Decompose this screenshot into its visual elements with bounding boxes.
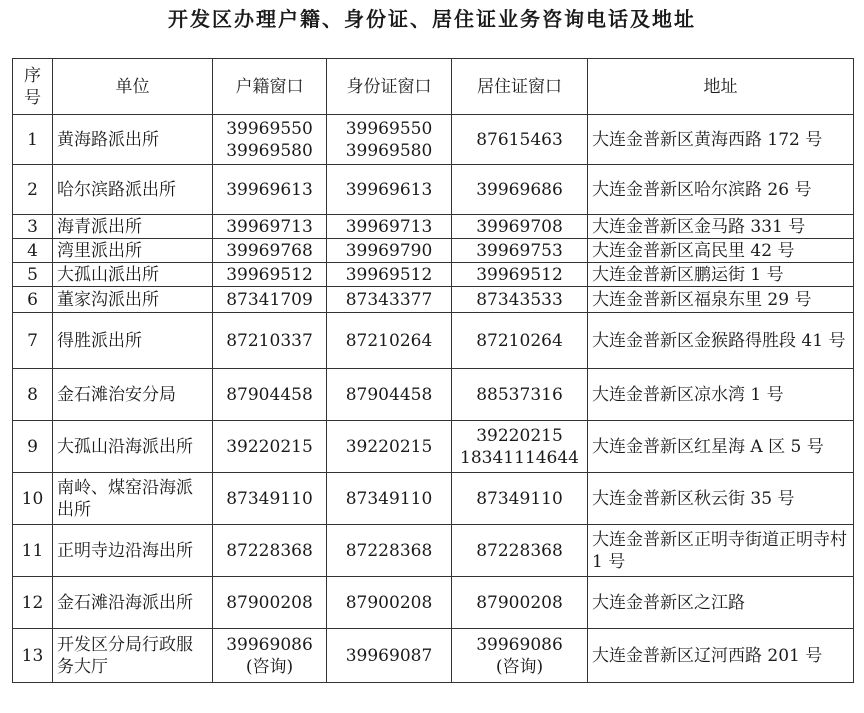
idcard-cell (327, 215, 452, 239)
seq-cell: 3 (13, 215, 53, 239)
table-row (13, 263, 854, 287)
hukou-cell-line: 39969512 (226, 264, 313, 285)
idcard-cell-line: 87349110 (345, 488, 433, 509)
hukou-cell-line: 87228368 (226, 540, 313, 561)
table-row (13, 525, 854, 577)
address-cell: 大连金普新区高民里 42 号 (588, 239, 854, 263)
seq-cell: 8 (13, 369, 53, 421)
residence-cell-line: 87349110 (476, 488, 563, 509)
hukou-cell-line: 39969713 (226, 216, 313, 237)
seq-cell: 9 (13, 421, 53, 473)
idcard-cell-line: 87904458 (345, 384, 433, 405)
table-row (13, 629, 854, 683)
idcard-cell-line: 39969512 (345, 264, 433, 285)
idcard-cell (327, 287, 452, 313)
unit-cell: 正明寺边沿海出所 (53, 525, 213, 577)
hukou-cell-line: (咨询) (245, 656, 294, 677)
hukou-cell-line: 39969580 (226, 140, 313, 161)
hukou-cell-line: 39969550 (226, 118, 313, 139)
hukou-cell (213, 369, 327, 421)
idcard-cell (327, 263, 452, 287)
hukou-cell (213, 287, 327, 313)
unit-cell: 大孤山沿海派出所 (53, 421, 213, 473)
seq-cell: 6 (13, 287, 53, 313)
page-title: 开发区办理户籍、身份证、居住证业务咨询电话及地址 (168, 7, 696, 31)
hukou-cell (213, 629, 327, 683)
hukou-cell-line: 39969086 (226, 634, 313, 655)
residence-cell (452, 473, 588, 525)
residence-cell-line: 87615463 (476, 129, 563, 150)
table-row (13, 577, 854, 629)
idcard-cell-line: 39969550 (345, 118, 433, 139)
address-cell: 大连金普新区红星海 A 区 5 号 (588, 421, 854, 473)
table-row (13, 115, 854, 165)
table-row (13, 165, 854, 215)
residence-cell (452, 287, 588, 313)
seq-cell: 7 (13, 313, 53, 369)
hukou-cell (213, 215, 327, 239)
address-cell: 大连金普新区金马路 331 号 (588, 215, 854, 239)
idcard-cell (327, 473, 452, 525)
address-cell: 大连金普新区金猴路得胜段 41 号 (588, 313, 854, 369)
hukou-cell (213, 239, 327, 263)
unit-cell: 海青派出所 (53, 215, 213, 239)
hukou-cell (213, 421, 327, 473)
residence-cell-line: 39969708 (476, 216, 563, 237)
table-row (13, 473, 854, 525)
residence-cell (452, 165, 588, 215)
unit-cell: 湾里派出所 (53, 239, 213, 263)
residence-cell (452, 239, 588, 263)
table-row (13, 239, 854, 263)
hukou-cell (213, 263, 327, 287)
residence-cell (452, 115, 588, 165)
residence-cell-line: 87210264 (476, 330, 563, 351)
unit-cell: 董家沟派出所 (53, 287, 213, 313)
residence-cell-line: 88537316 (476, 384, 563, 405)
table-row (13, 287, 854, 313)
header-residence: 居住证窗口 (452, 59, 588, 115)
address-cell: 大连金普新区秋云街 35 号 (588, 473, 854, 525)
hukou-cell (213, 115, 327, 165)
idcard-cell-line: 87343377 (345, 289, 433, 310)
hukou-cell (213, 525, 327, 577)
residence-cell-line: 39220215 (476, 425, 563, 446)
unit-cell: 得胜派出所 (53, 313, 213, 369)
seq-cell: 1 (13, 115, 53, 165)
residence-cell (452, 215, 588, 239)
residence-cell-line: 39969686 (476, 179, 563, 200)
header-unit: 单位 (53, 59, 213, 115)
address-cell: 大连金普新区鹏运街 1 号 (588, 263, 854, 287)
address-cell: 大连金普新区哈尔滨路 26 号 (588, 165, 854, 215)
header-row (13, 59, 854, 115)
hukou-cell-line: 39220215 (226, 436, 313, 457)
unit-cell: 南岭、煤窑沿海派出所 (53, 473, 213, 525)
header-hukou: 户籍窗口 (213, 59, 327, 115)
residence-cell-line: 39969753 (476, 240, 563, 261)
residence-cell (452, 421, 588, 473)
hukou-cell-line: 87900208 (226, 592, 313, 613)
idcard-cell-line: 87900208 (345, 592, 433, 613)
residence-cell-line: 39969512 (476, 264, 563, 285)
hukou-cell (213, 577, 327, 629)
residence-cell-line: 18341114644 (460, 447, 579, 468)
residence-cell (452, 629, 588, 683)
idcard-cell (327, 421, 452, 473)
idcard-cell-line: 87210264 (345, 330, 433, 351)
idcard-cell (327, 313, 452, 369)
residence-cell-line: 87228368 (476, 540, 563, 561)
unit-cell: 开发区分局行政服务大厅 (53, 629, 213, 683)
hukou-cell-line: 87349110 (226, 488, 313, 509)
idcard-cell-line: 39220215 (345, 436, 433, 457)
seq-cell: 12 (13, 577, 53, 629)
hukou-cell (213, 473, 327, 525)
seq-cell: 4 (13, 239, 53, 263)
seq-cell: 10 (13, 473, 53, 525)
address-cell: 大连金普新区之江路 (588, 577, 854, 629)
idcard-cell-line: 39969790 (345, 240, 433, 261)
idcard-cell (327, 577, 452, 629)
unit-cell: 哈尔滨路派出所 (53, 165, 213, 215)
residence-cell-line: 87343533 (476, 289, 563, 310)
idcard-cell (327, 369, 452, 421)
hukou-cell-line: 87341709 (226, 289, 313, 310)
residence-cell (452, 313, 588, 369)
seq-cell: 11 (13, 525, 53, 577)
idcard-cell (327, 239, 452, 263)
idcard-cell (327, 629, 452, 683)
table-row (13, 215, 854, 239)
idcard-cell-line: 39969580 (345, 140, 433, 161)
hukou-cell (213, 165, 327, 215)
hukou-cell-line: 39969613 (226, 179, 313, 200)
residence-cell (452, 577, 588, 629)
address-cell: 大连金普新区辽河西路 201 号 (588, 629, 854, 683)
header-seq-line1: 序 (24, 65, 41, 86)
seq-cell: 5 (13, 263, 53, 287)
idcard-cell-line: 87228368 (345, 540, 433, 561)
header-address: 地址 (588, 59, 854, 115)
seq-cell: 2 (13, 165, 53, 215)
unit-cell: 金石滩沿海派出所 (53, 577, 213, 629)
table-row (13, 313, 854, 369)
idcard-cell (327, 165, 452, 215)
hukou-cell-line: 87210337 (226, 330, 313, 351)
residence-cell (452, 263, 588, 287)
address-cell: 大连金普新区福泉东里 29 号 (588, 287, 854, 313)
address-cell: 大连金普新区正明寺街道正明寺村 1 号 (588, 525, 854, 577)
header-seq-line2: 号 (24, 87, 41, 108)
address-cell: 大连金普新区凉水湾 1 号 (588, 369, 854, 421)
address-cell: 大连金普新区黄海西路 172 号 (588, 115, 854, 165)
residence-cell-line: 39969086 (476, 634, 563, 655)
seq-cell: 13 (13, 629, 53, 683)
idcard-cell-line: 39969713 (345, 216, 433, 237)
hukou-cell-line: 87904458 (226, 384, 313, 405)
residence-cell (452, 369, 588, 421)
idcard-cell (327, 525, 452, 577)
unit-cell: 大孤山派出所 (53, 263, 213, 287)
idcard-cell-line: 39969087 (345, 645, 433, 666)
table-row (13, 369, 854, 421)
table-row (13, 421, 854, 473)
hukou-cell-line: 39969768 (226, 240, 313, 261)
unit-cell: 黄海路派出所 (53, 115, 213, 165)
idcard-cell (327, 115, 452, 165)
residence-cell-line: (咨询) (495, 656, 544, 677)
header-idcard: 身份证窗口 (327, 59, 452, 115)
residence-cell (452, 525, 588, 577)
unit-cell: 金石滩治安分局 (53, 369, 213, 421)
contact-table (12, 58, 854, 683)
hukou-cell (213, 313, 327, 369)
header-seq (13, 59, 53, 115)
idcard-cell-line: 39969613 (345, 179, 433, 200)
residence-cell-line: 87900208 (476, 592, 563, 613)
